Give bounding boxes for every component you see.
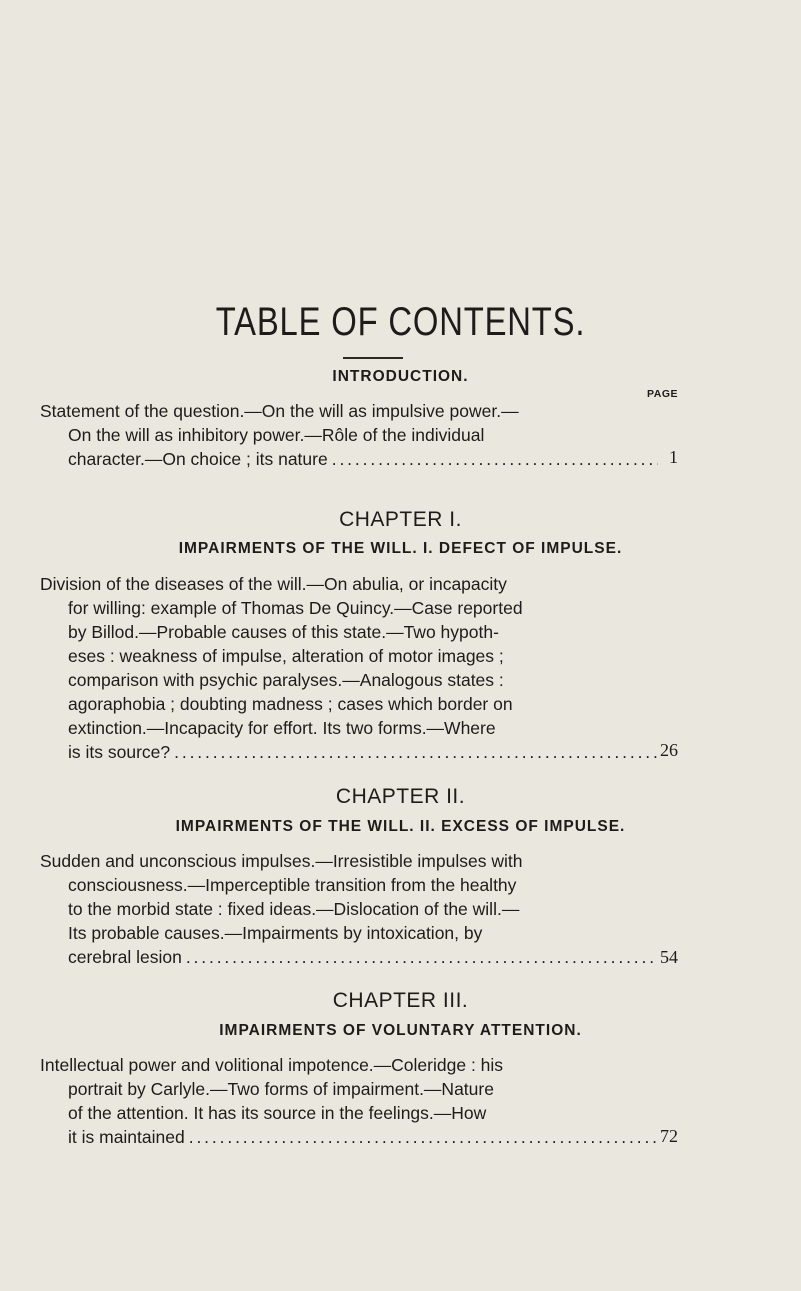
entry-line: comparison with psychic paralyses.—Analogous states : (68, 670, 504, 690)
entry-line: Intellectual power and volitional impotence.—Coleridge : his (40, 1055, 504, 1075)
entry-line: by Billod.—Probable causes of this state.—Two hypoth- (68, 622, 499, 642)
chapter3-entry[interactable] (40, 1053, 658, 1149)
entry-line: it is maintained . . . (40, 1125, 658, 1149)
introduction-page-number: 1 (669, 447, 678, 467)
chapter1-number: CHAPTER I. (339, 508, 462, 531)
entry-line: portrait by Carlyle.—Two forms of impairment.—Nature (68, 1079, 494, 1099)
entry-line: On the will as inhibitory power.—Rôle of the individual (68, 425, 485, 445)
dot-leader (170, 740, 658, 764)
chapter1-page-number: 26 (660, 740, 678, 760)
entry-line: extinction.—Incapacity for effort. Its two forms.—Where (68, 718, 496, 738)
chapter3-page-number: 72 (660, 1126, 678, 1146)
chapter2-entry[interactable] (40, 849, 658, 969)
introduction-heading: INTRODUCTION. (332, 368, 469, 385)
introduction-entry[interactable] (40, 399, 658, 471)
entry-line: for willing: example of Thomas De Quincy.—Case reported (68, 598, 523, 618)
dot-leader (182, 945, 658, 969)
dot-leader (185, 1125, 658, 1149)
chapter1-entry[interactable] (40, 572, 658, 764)
entry-line: is its source? . . . (40, 740, 658, 764)
page-column-label: PAGE (647, 388, 678, 400)
entry-line: to the morbid state : fixed ideas.—Dislocation of the will.— (68, 899, 520, 919)
chapter2-subtitle: IMPAIRMENTS OF THE WILL. II. EXCESS OF IMPULSE. (175, 818, 626, 835)
dot-leader (328, 447, 658, 471)
entry-line: cerebral lesion . . . (40, 945, 658, 969)
entry-line: character.—On choice ; its nature . . . (40, 447, 658, 471)
entry-line: consciousness.—Imperceptible transition from the healthy (68, 875, 517, 895)
chapter2-page-number: 54 (660, 947, 678, 967)
chapter2-number: CHAPTER II. (335, 785, 466, 808)
entry-line: agoraphobia ; doubting madness ; cases which border on (68, 694, 513, 714)
entry-line: Sudden and unconscious impulses.—Irresistible impulses with (40, 851, 523, 871)
entry-line: eses : weakness of impulse, alteration of motor images ; (68, 646, 504, 666)
title-rule (343, 357, 403, 359)
page-title: TABLE OF CONTENTS. (215, 300, 586, 344)
chapter1-subtitle: IMPAIRMENTS OF THE WILL. I. DEFECT OF IMPULSE. (178, 540, 623, 557)
entry-line: Statement of the question.—On the will as impulsive power.— (40, 401, 519, 421)
chapter3-subtitle: IMPAIRMENTS OF VOLUNTARY ATTENTION. (219, 1022, 582, 1039)
entry-line: Its probable causes.—Impairments by intoxication, by (68, 923, 483, 943)
entry-line: Division of the diseases of the will.—On abulia, or incapacity (40, 574, 507, 594)
entry-line: of the attention. It has its source in the feelings.—How (68, 1103, 487, 1123)
chapter3-number: CHAPTER III. (332, 989, 469, 1012)
